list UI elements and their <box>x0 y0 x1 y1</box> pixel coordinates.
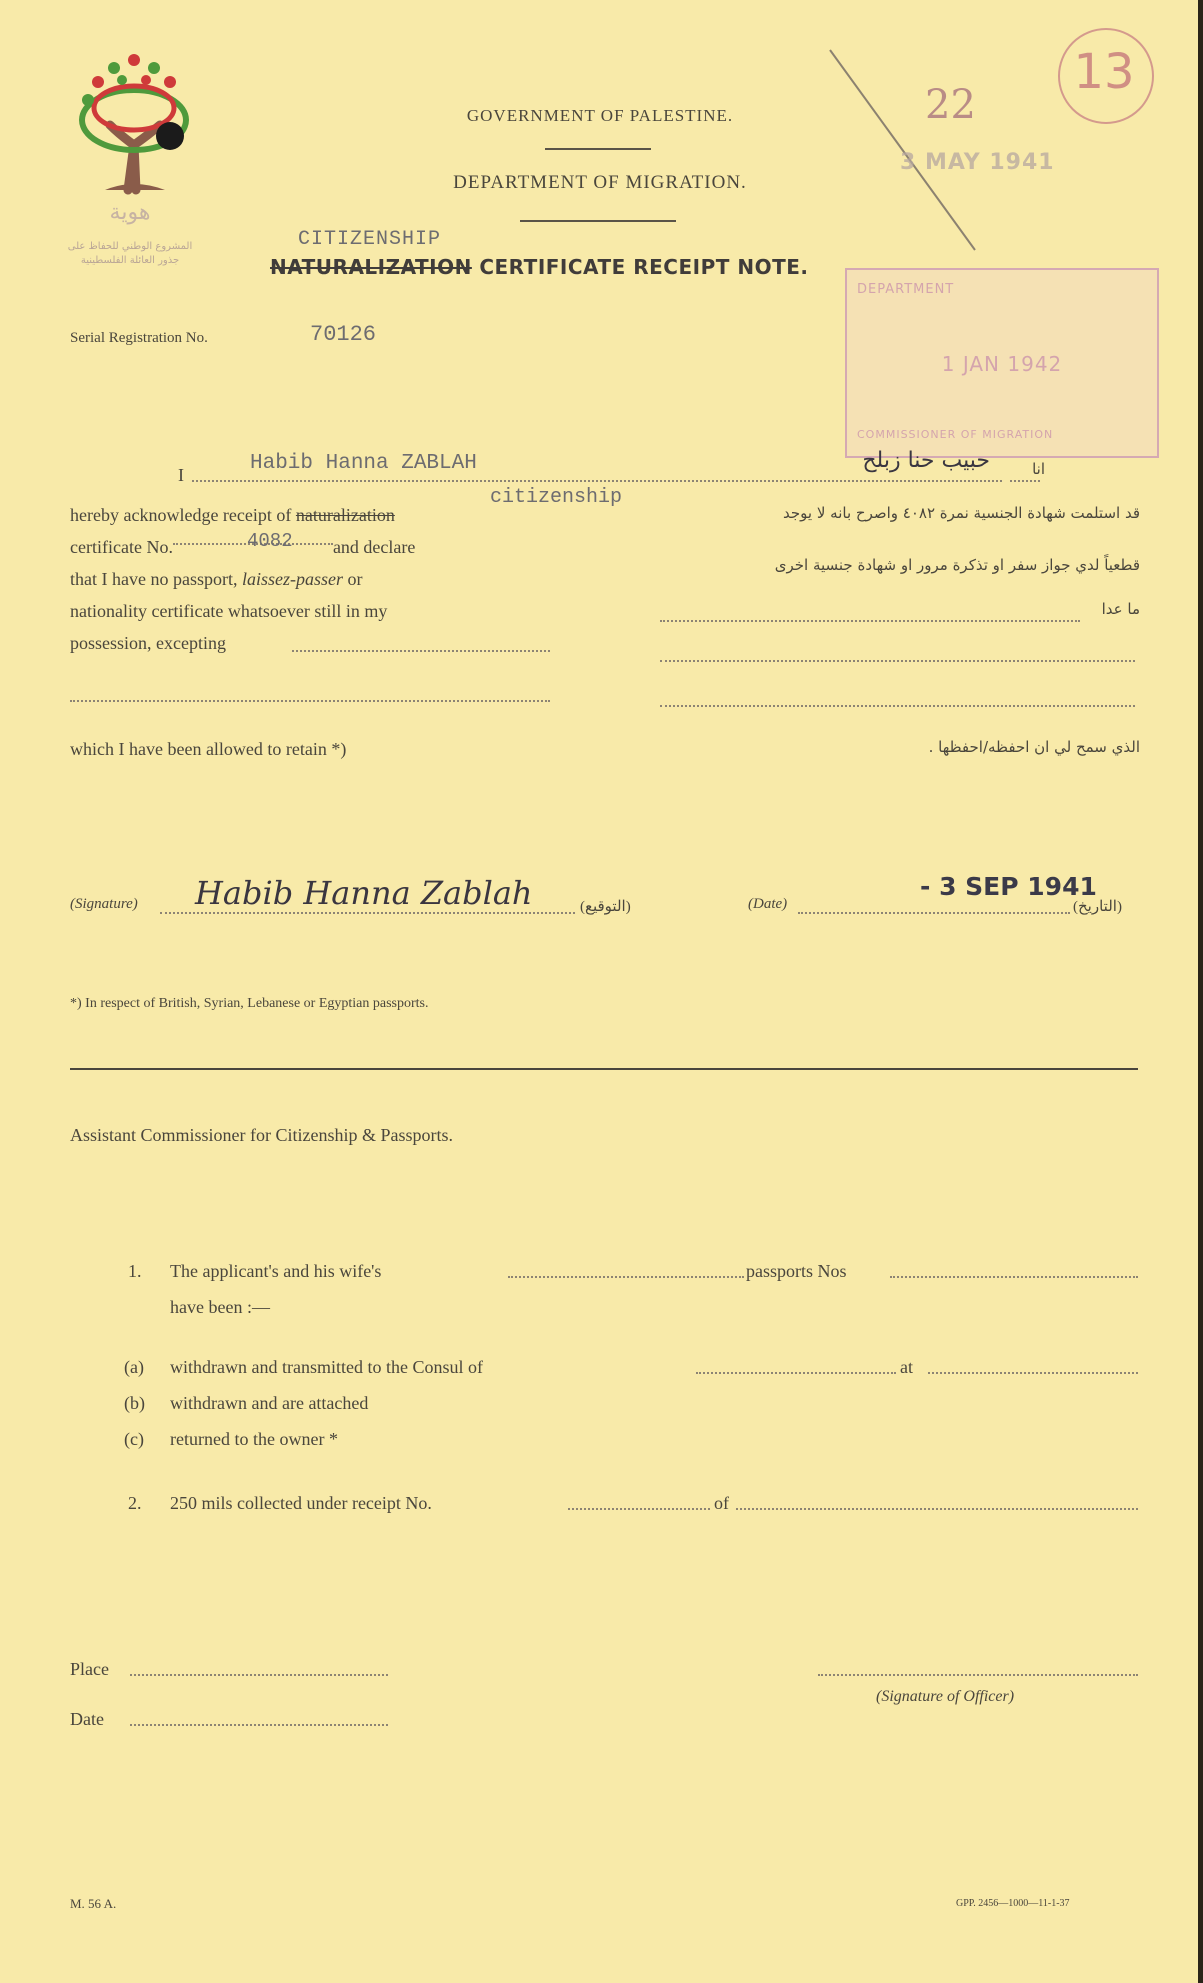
date-line <box>798 912 1070 914</box>
name-arabic-label: انا <box>1032 460 1045 478</box>
have-been-text: have been :— <box>170 1297 270 1317</box>
ar-line-2: قطعياً لدي جواز سفر او تذكرة مرور او شهادة جنسية اخرى <box>774 556 1140 574</box>
name-typed: Habib Hanna ZABLAH <box>250 452 477 475</box>
item-1-dots-a <box>508 1276 744 1278</box>
government-heading: GOVERNMENT OF PALESTINE. <box>466 106 734 125</box>
header-rule-1 <box>545 148 651 150</box>
certificate-typed-correction: citizenship <box>490 486 623 509</box>
signature-value: Habib Hanna Zablah <box>195 874 533 912</box>
decl-line-5: possession, excepting <box>70 633 226 653</box>
item-1-text-a: The applicant's and his wife's <box>170 1261 382 1281</box>
date-label: (Date) <box>748 896 788 912</box>
title-rest: CERTIFICATE RECEIPT NOTE. <box>479 255 809 279</box>
stamp-line-bottom: COMMISSIONER OF MIGRATION <box>857 428 1054 441</box>
item-b-text: withdrawn and are attached <box>170 1393 369 1413</box>
ar-except-line-3 <box>660 705 1135 707</box>
i-label: I <box>178 465 184 485</box>
decl-line-1 <box>70 500 395 530</box>
item-2-text: 250 mils collected under receipt No. <box>170 1493 432 1513</box>
item-2-dots-of <box>736 1508 1138 1510</box>
family-tree-logo <box>70 50 200 195</box>
ar-line-1: قد استلمت شهادة الجنسية نمرة ٤٠٨٢ واصرح بانه لا يوجد <box>783 504 1140 522</box>
item-2-of: of <box>714 1493 729 1513</box>
stamp-line-top: DEPARTMENT <box>857 282 955 297</box>
date-stamp-value: - 3 SEP 1941 <box>920 872 1097 901</box>
item-1-text-b: passports Nos <box>746 1261 847 1281</box>
place-label: Place <box>70 1659 109 1679</box>
decl-line-3 <box>70 564 362 594</box>
department-stamp <box>845 268 1159 458</box>
cert-no-value: 4082 <box>247 530 293 552</box>
item-1-number: 1. <box>128 1261 142 1281</box>
item-a-at: at <box>900 1357 913 1377</box>
item-a-dots-consul <box>696 1372 896 1374</box>
item-a-dots-at <box>928 1372 1138 1374</box>
laissez-passer-text: laissez-passer <box>241 569 343 589</box>
ar-retain-text: الذي سمح لي ان احفظه/احفظها . <box>928 738 1140 756</box>
declare-text: and declare <box>332 537 416 557</box>
name-arabic: حبيب حنا زبلح <box>862 448 990 473</box>
place-line <box>130 1674 388 1676</box>
decl-line-4: nationality certificate whatsoever still in my <box>70 601 388 621</box>
item-2-dots-receipt <box>568 1508 710 1510</box>
decl-line-1-text: hereby acknowledge receipt of <box>70 505 292 525</box>
ar-line-3: ما عدا <box>1101 600 1140 618</box>
title-typed-correction: CITIZENSHIP <box>298 228 442 251</box>
retain-text: which I have been allowed to retain *) <box>70 739 347 759</box>
name-line-ar-end <box>1010 480 1040 482</box>
logo-org-line1: المشروع الوطني للحفاظ على <box>67 241 193 252</box>
item-c-label: (c) <box>124 1429 144 1449</box>
name-line <box>192 480 1002 482</box>
decl-struck-word: naturalization <box>295 505 395 525</box>
logo-org-line2: جذور العائلة الفلسطينية <box>80 255 180 266</box>
ar-except-line-2 <box>660 660 1135 662</box>
serial-label: Serial Registration No. <box>70 330 208 346</box>
decl-line-2 <box>70 532 415 562</box>
print-code: GPP. 2456—1000—11-1-37 <box>956 1898 1070 1909</box>
document-title <box>270 255 809 279</box>
decl-line-3-text: that I have no passport, <box>70 569 238 589</box>
assistant-commissioner: Assistant Commissioner for Citizenship & Passports. <box>70 1125 454 1145</box>
item-a-text: withdrawn and transmitted to the Consul of <box>170 1357 483 1377</box>
officer-signature-label: (Signature of Officer) <box>876 1688 1015 1705</box>
circled-number: 13 <box>1073 44 1135 100</box>
signature-ar-label: (التوقيع) <box>580 899 631 915</box>
date-bottom-line <box>130 1724 388 1726</box>
item-1-dots-b <box>890 1276 1138 1278</box>
excepting-line-2 <box>70 700 550 702</box>
black-dot-icon <box>156 122 184 150</box>
date-bottom-label: Date <box>70 1709 104 1729</box>
serial-value: 70126 <box>310 322 377 347</box>
or-text: or <box>347 569 363 589</box>
cert-no-label: certificate No. <box>70 537 173 557</box>
item-a-label: (a) <box>124 1357 144 1377</box>
department-heading: DEPARTMENT OF MIGRATION. <box>453 172 747 193</box>
excepting-line <box>292 650 550 652</box>
officer-signature-line <box>818 1674 1138 1676</box>
item-b-label: (b) <box>124 1393 145 1413</box>
signature-label: (Signature) <box>70 896 138 912</box>
tree-icon <box>82 54 186 190</box>
pencil-number: 22 <box>925 82 976 128</box>
item-c-text: returned to the owner * <box>170 1429 338 1449</box>
section-rule <box>70 1068 1138 1070</box>
item-2-number: 2. <box>128 1493 142 1513</box>
header-rule-2 <box>520 220 676 222</box>
received-stamp: 3 MAY 1941 <box>900 150 1055 175</box>
title-struck-word: NATURALIZATION <box>270 255 472 279</box>
logo-word: هوية <box>109 200 151 225</box>
signature-line <box>160 912 575 914</box>
ar-except-line <box>660 620 1080 622</box>
date-ar-label: (التاريخ) <box>1073 899 1122 915</box>
footnote: *) In respect of British, Syrian, Lebanese or Egyptian passports. <box>70 996 429 1011</box>
stamp-date: 1 JAN 1942 <box>941 352 1063 376</box>
form-number: M. 56 A. <box>70 1896 117 1911</box>
